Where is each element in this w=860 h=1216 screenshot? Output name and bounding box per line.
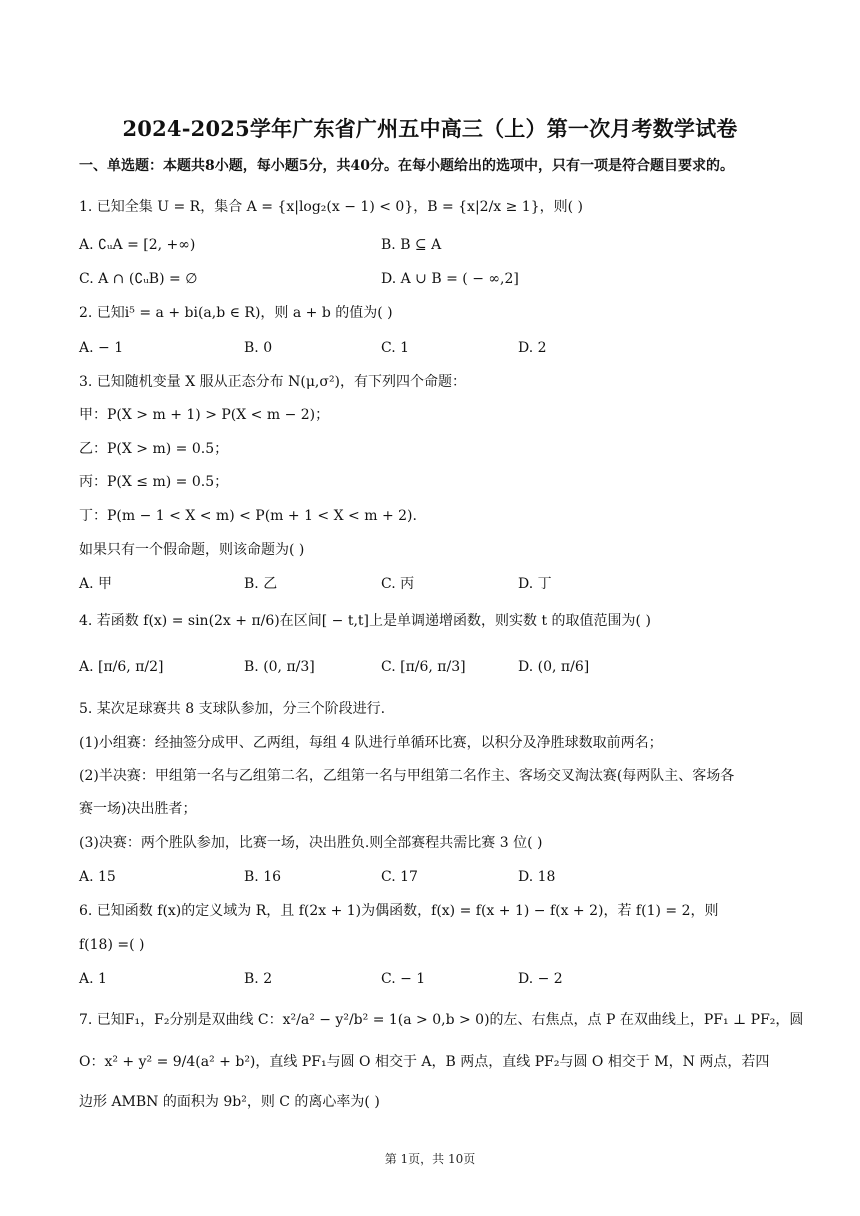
exam-title: 2024-2025学年广东省广州五中高三（上）第一次月考数学试卷 [122,116,738,141]
question-1-option-d: D. A ∪ B = ( − ∞,2] [381,271,519,287]
question-1-option-a: A. ∁ᵤA = [2, +∞) [79,237,196,253]
page-footer: 第 1页，共 10页 [384,1152,476,1166]
question-4-option-c: C. [π/6, π/3] [381,659,466,675]
question-5-option-d: D. 18 [518,869,556,885]
question-6-line-2: f(18) =( ) [79,937,145,953]
question-5-line-3: 赛一场)决出胜者； [79,801,197,817]
section-heading: 一、单选题：本题共8小题，每小题5分，共40分。在每小题给出的选项中，只有一项是符合题目要求的。 [79,158,734,174]
question-6-stem: 6. 已知函数 f(x)的定义域为 R，且 f(2x + 1)为偶函数，f(x) = f(x + 1) − f(x + 2)，若 f(1) = 2，则 [79,903,719,919]
question-3-option-b: B. 乙 [244,576,278,592]
question-5-option-c: C. 17 [381,869,418,885]
question-3-option-d: D. 丁 [518,576,552,592]
question-2-stem: 2. 已知i⁵ = a + bi(a,b ∈ R)，则 a + b 的值为( ) [79,305,393,321]
question-1-stem: 1. 已知全集 U = R，集合 A = {x|log₂(x − 1) < 0}，B = {x|2/x ≥ 1}，则( ) [79,199,583,215]
question-5-stem: 5. 某次足球赛共 8 支球队参加，分三个阶段进行. [79,701,386,717]
question-4-option-a: A. [π/6, π/2] [79,659,164,675]
question-7-line-1: 7. 已知F₁，F₂分别是双曲线 C：x²/a² − y²/b² = 1(a > 0,b > 0)的左、右焦点，点 P 在双曲线上，PF₁ ⊥ PF₂，圆 [79,1012,804,1028]
question-1-option-c: C. A ∩ (∁ᵤB) = ∅ [79,271,198,287]
question-6-option-c: C. − 1 [381,971,426,987]
question-6-option-b: B. 2 [244,971,273,987]
question-4-stem: 4. 若函数 f(x) = sin(2x + π/6)在区间[ − t,t]上是单调递增函数，则实数 t 的取值范围为( ) [79,613,651,629]
question-3-statement-4: 丁：P(m − 1 < X < m) < P(m + 1 < X < m + 2). [79,508,417,524]
question-3-option-c: C. 丙 [381,576,415,592]
question-2-option-b: B. 0 [244,340,273,356]
question-2-option-c: C. 1 [381,340,410,356]
question-6-option-a: A. 1 [79,971,107,987]
question-5-line-2: (2)半决赛：甲组第一名与乙组第二名，乙组第一名与甲组第二名作主、客场交叉淘汰赛(每两队主、客场各 [79,768,735,784]
question-5-line-1: (1)小组赛：经抽签分成甲、乙两组，每组 4 队进行单循环比赛，以积分及净胜球数取前两名； [79,735,663,751]
question-1-option-b: B. B ⊆ A [381,237,442,253]
question-3-stem: 3. 已知随机变量 X 服从正态分布 N(μ,σ²)，有下列四个命题： [79,374,467,390]
question-5-option-a: A. 15 [79,869,116,885]
question-3-statement-1: 甲：P(X > m + 1) > P(X < m − 2)； [79,407,330,423]
question-4-option-b: B. (0, π/3] [244,659,315,675]
question-3-ask: 如果只有一个假命题，则该命题为( ) [79,542,305,558]
question-5-option-b: B. 16 [244,869,282,885]
question-6-option-d: D. − 2 [518,971,563,987]
question-3-option-a: A. 甲 [79,576,113,592]
question-7-line-2: O：x² + y² = 9/4(a² + b²)，直线 PF₁与圆 O 相交于 A，B 两点，直线 PF₂与圆 O 相交于 M，N 两点，若四 [79,1054,770,1070]
question-3-statement-2: 乙：P(X > m) = 0.5； [79,441,229,457]
question-2-option-d: D. 2 [518,340,547,356]
question-5-line-4: (3)决赛：两个胜队参加，比赛一场，决出胜负.则全部赛程共需比赛 3 位( ) [79,835,543,851]
question-7-line-3: 边形 AMBN 的面积为 9b²，则 C 的离心率为( ) [79,1094,380,1110]
question-3-statement-3: 丙：P(X ≤ m) = 0.5； [79,474,229,490]
question-2-option-a: A. − 1 [79,340,124,356]
question-4-option-d: D. (0, π/6] [518,659,590,675]
